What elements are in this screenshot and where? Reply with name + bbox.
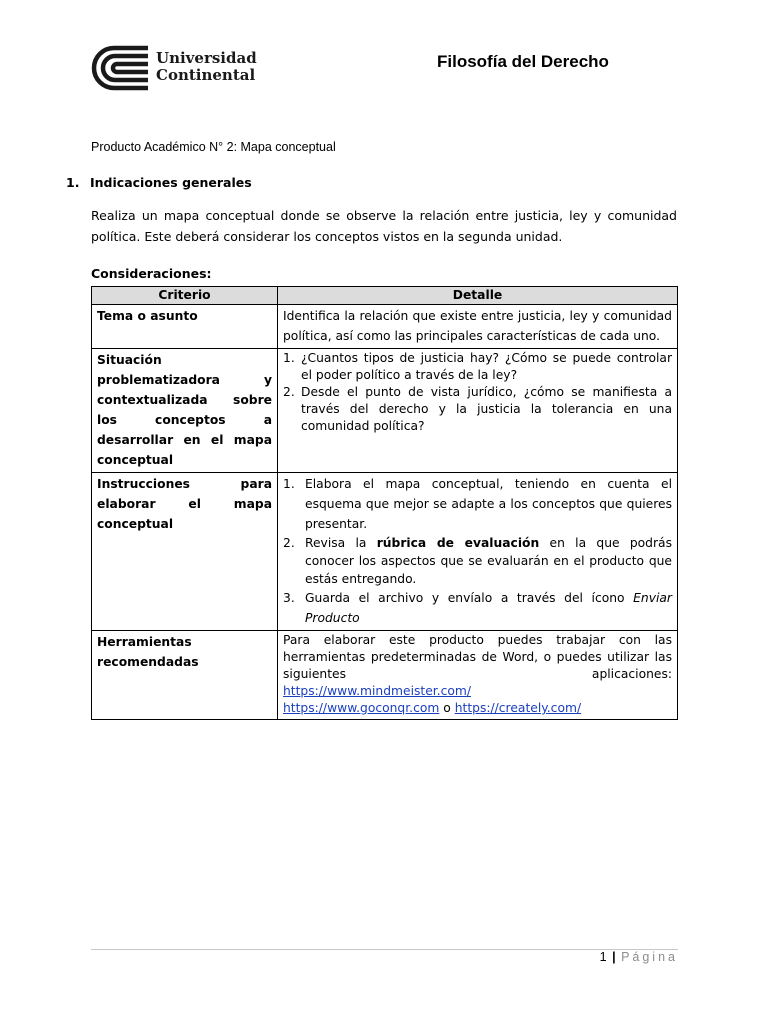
university-logo-icon [90,44,150,92]
page-label: Página [621,950,678,964]
question-list [283,350,672,435]
course-title: Filosofía del Derecho [437,52,609,71]
intro-paragraph: Realiza un mapa conceptual donde se observe la relación entre justicia, ley y comunidad política. Este deberá considerar los conceptos vistos en la segunda unidad. [91,208,677,244]
link-mindmeister[interactable]: https://www.mindmeister.com/ [283,684,472,698]
detalle-cell [278,349,678,473]
table-row [92,349,678,473]
criteria-table [91,286,678,720]
product-title: Producto Académico N° 2: Mapa conceptual [91,140,336,154]
page-number: 1 [599,950,607,964]
link-creately[interactable]: https://creately.com/ [454,701,582,715]
criterio-cell: Situación problematizadora y contextualizada sobre los conceptos a desarrollar en el mapa conceptual [92,349,278,473]
page-footer [600,950,678,964]
criterio-cell: Tema o asunto [92,305,278,349]
criterio-cell: Instrucciones para elaborar el mapa conceptual [92,473,278,631]
university-logo [90,44,290,92]
criterio-cell: Herramientas recomendadas [92,631,278,720]
section-heading [66,175,252,190]
section-number: 1. [66,175,80,190]
considerations-label: Consideraciones: [91,266,212,281]
link-connector: o [443,701,451,715]
list-item: 1. Elabora el mapa conceptual, teniendo en cuenta el esquema que mejor se adapte a los conceptos que quieres presentar. [283,477,672,531]
detalle-cell [278,631,678,720]
table-row [92,631,678,720]
footer-separator: | [612,950,616,964]
header-detalle: Detalle [278,287,678,305]
logo-wordmark [156,50,257,84]
list-item: 1. ¿Cuantos tipos de justicia hay? ¿Cómo se puede controlar el poder político a través de la ley? [283,351,672,382]
footer-divider [91,949,678,950]
detalle-cell [278,473,678,631]
section-title: Indicaciones generales [90,175,252,190]
link-goconqr[interactable]: https://www.goconqr.com [283,701,440,715]
table-row [92,473,678,631]
logo-line-2: Continental [156,66,256,84]
list-item: 3. Guarda el archivo y envíalo a través del ícono Enviar Producto [283,591,672,625]
send-product-label: Enviar Producto [305,591,672,625]
tools-text: Para elaborar este producto puedes trabajar con las herramientas predeterminadas de Word, o puedes utilizar las siguientes aplicaciones: [283,633,672,681]
table-row [92,305,678,349]
table-header-row [92,287,678,305]
page-header [0,0,768,110]
list-item: 2. Revisa la rúbrica de evaluación en la que podrás conocer los aspectos que se evaluarán en el producto que estás entregando. [283,536,672,586]
instruction-list [283,474,672,628]
header-criterio: Criterio [92,287,278,305]
logo-line-1: Universidad [156,49,257,67]
rubric-emphasis: rúbrica de evaluación [376,536,540,550]
detalle-cell: Identifica la relación que existe entre justicia, ley y comunidad política, así como las principales características de cada uno. [278,305,678,349]
list-item: 2. Desde el punto de vista jurídico, ¿cómo se manifiesta a través del derecho y la justicia la tolerancia en una comunidad política? [283,385,672,433]
